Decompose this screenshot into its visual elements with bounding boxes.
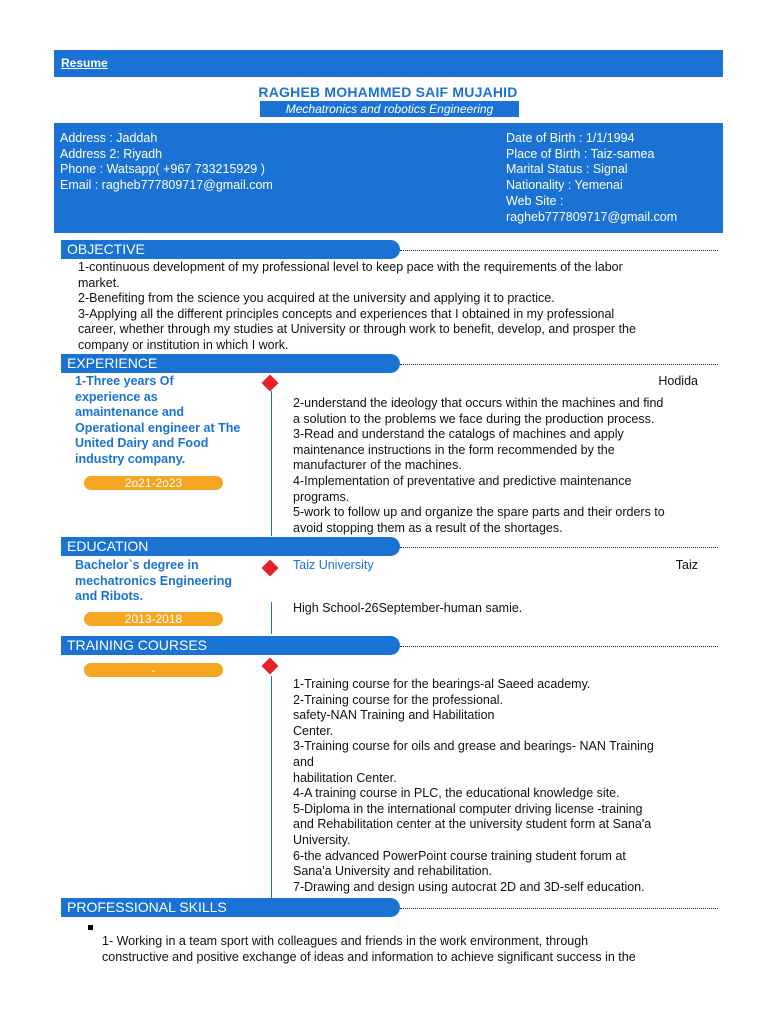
timeline-line — [271, 602, 272, 634]
degree-line: and Ribots. — [75, 589, 144, 604]
detail-line: maintenance instructions in the form recommended by the — [293, 442, 615, 457]
divider — [400, 646, 718, 647]
objective-line: 1-continuous development of my professional level to keep pace with the requirements of the labor — [78, 260, 623, 274]
role-line: experience as — [75, 389, 158, 404]
resume-label: Resume — [61, 56, 108, 70]
candidate-name: RAGHEB MOHAMMED SAIF MUJAHID — [258, 84, 518, 100]
role-line: 1-Three years Of — [75, 374, 174, 388]
detail-line: a solution to the problems we face during the production process. — [293, 411, 655, 426]
experience-role — [75, 374, 265, 468]
detail-line: 3-Read and understand the catalogs of machines and apply — [293, 427, 624, 442]
section-header-objective — [61, 240, 400, 259]
objective-text — [78, 260, 718, 354]
training-line: safety-NAN Training and Habilitation — [293, 708, 495, 723]
training-line: 5-Diploma in the international computer driving license -training — [293, 801, 643, 816]
place-of-birth: Place of Birth : Taiz-samea — [506, 146, 655, 161]
role-line: Operational engineer at The — [75, 420, 241, 435]
detail-line: avoid stopping them as a result of the shortages. — [293, 520, 563, 535]
email: Email : ragheb777809717@gmail.com — [60, 178, 273, 193]
skills-text — [102, 934, 722, 965]
objective-line: 2-Benefiting from the science you acquired at the university and applying it to practice. — [78, 291, 555, 306]
school-name: Taiz University — [293, 558, 374, 572]
education-degree — [75, 558, 265, 605]
divider — [400, 250, 718, 251]
training-line: 1-Training course for the bearings-al Saeed academy. — [293, 677, 591, 691]
nationality: Nationality : Yemenai — [506, 178, 623, 193]
high-school: High School-26September-human samie. — [293, 601, 523, 615]
degree-line: mechatronics Engineering — [75, 573, 232, 588]
address-2: Address 2: Riyadh — [60, 146, 163, 161]
detail-line: programs. — [293, 489, 350, 504]
divider — [400, 364, 718, 365]
role-line: amaintenance and — [75, 405, 185, 420]
bullet-icon — [88, 925, 93, 930]
section-header-education — [61, 537, 400, 556]
resume-top-bar — [54, 50, 723, 77]
website: ragheb777809717@gmail.com — [506, 209, 678, 224]
detail-line: 5-work to follow up and organize the spare parts and their orders to — [293, 505, 665, 520]
divider — [400, 547, 718, 548]
section-header-skills — [61, 898, 400, 917]
personal-info-box — [54, 123, 723, 233]
experience-dates-pill: 2o21-2o23 — [84, 476, 223, 490]
training-list — [293, 677, 713, 895]
training-line: University. — [293, 832, 351, 847]
section-title: TRAINING COURSES — [67, 637, 208, 653]
section-title: OBJECTIVE — [67, 241, 145, 257]
website-label: Web Site : — [506, 193, 564, 208]
contact-info — [60, 131, 273, 194]
timeline-line — [271, 391, 272, 536]
timeline-line — [271, 676, 272, 898]
candidate-subtitle: Mechatronics and robotics Engineering — [260, 101, 519, 117]
timeline-marker-icon — [262, 658, 279, 675]
education-dates-pill: 2013-2018 — [84, 612, 223, 626]
training-line: and Rehabilitation center at the university student form at Sana'a — [293, 817, 652, 832]
training-line: 6-the advanced PowerPoint course training student forum at — [293, 848, 626, 863]
objective-line: 3-Applying all the different principles concepts and experiences that I obtained in my professional — [78, 306, 615, 321]
experience-location: Hodida — [658, 374, 698, 388]
address: Address : Jaddah — [60, 131, 158, 145]
experience-details — [293, 396, 713, 536]
section-header-experience — [61, 354, 400, 373]
training-line: 4-A training course in PLC, the educational knowledge site. — [293, 786, 620, 801]
training-dates-pill: - — [84, 663, 223, 677]
training-line: Sana'a University and rehabilitation. — [293, 864, 493, 879]
detail-line: 2-understand the ideology that occurs within the machines and find — [293, 396, 664, 410]
role-line: United Dairy and Food — [75, 436, 209, 451]
training-line: 7-Drawing and design using autocrat 2D and 3D-self education. — [293, 879, 645, 894]
objective-line: market. — [78, 275, 120, 290]
training-line: 2-Training course for the professional. — [293, 692, 504, 707]
marital-status: Marital Status : Signal — [506, 162, 628, 177]
degree-line: Bachelor`s degree in — [75, 558, 199, 572]
education-location: Taiz — [675, 558, 698, 572]
objective-line: career, whether through my studies at University or through work to benefit, develop, and prosper the — [78, 322, 636, 337]
skills-line: constructive and positive exchange of ideas and information to achieve significant success in the — [102, 949, 636, 964]
objective-line: company or institution in which I work. — [78, 337, 289, 352]
divider — [400, 908, 718, 909]
date-of-birth: Date of Birth : 1/1/1994 — [506, 131, 635, 145]
section-title: EXPERIENCE — [67, 355, 158, 371]
section-title: PROFESSIONAL SKILLS — [67, 899, 227, 915]
personal-details — [506, 131, 706, 225]
training-line: Center. — [293, 723, 334, 738]
training-line: and — [293, 754, 314, 769]
role-line: industry company. — [75, 451, 186, 466]
detail-line: 4-Implementation of preventative and predictive maintenance — [293, 473, 632, 488]
skills-line: 1- Working in a team sport with colleagues and friends in the work environment, through — [102, 934, 589, 948]
training-line: 3-Training course for oils and grease and bearings- NAN Training — [293, 739, 654, 754]
training-line: habilitation Center. — [293, 770, 397, 785]
section-title: EDUCATION — [67, 538, 149, 554]
detail-line: manufacturer of the machines. — [293, 458, 462, 473]
section-header-training — [61, 636, 400, 655]
phone: Phone : Watsapp( +967 733215929 ) — [60, 162, 265, 177]
